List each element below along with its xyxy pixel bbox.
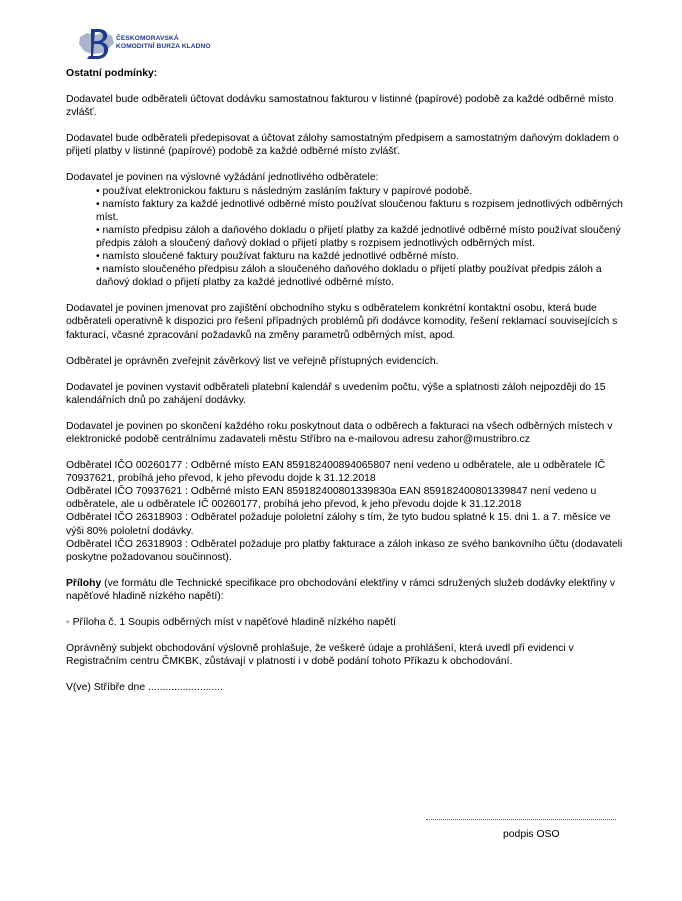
logo-text xyxy=(116,35,211,51)
attachments-label: Přílohy xyxy=(66,577,102,589)
obligations-list xyxy=(66,185,626,290)
paragraph-data-reporting: Dodavatel je povinen po skončení každého roku poskytnout data o odběrech a fakturaci na všech odběrných místech v elektronické podobě centrálnímu zadavateli městu Stříbro na e-mailovou adresu zahor@mustribro.cz xyxy=(66,420,613,445)
signature-label: podpis OSO xyxy=(503,829,560,840)
list-item: • namísto sloučené faktury používat fakturu na každé jednotlivé odběrné místo. xyxy=(96,251,459,263)
section-heading: Ostatní podmínky: xyxy=(66,68,158,79)
logo-line-1: ČESKOMORAVSKÁ xyxy=(116,35,179,42)
document-body xyxy=(66,67,626,694)
paragraph-contact-person: Dodavatel je povinen jmenovat pro zajištění obchodního styku s odběratelem konkrétní kontaktní osobu, která bude odběrateli operativně k dispozici pro řešení případných problémů při dodávce komodity, řešení reklamací souvisejících s fakturací, včasné zpracování požadavků na změny parametrů odběrných míst, apod. xyxy=(66,303,618,341)
note-item: Odběratel IČO 26318903 : Odběratel požaduje pololetní zálohy s tím, že tyto budou splatné k 15. dni 1. a 7. měsíce ve výši 80% pololetní dodávky. xyxy=(66,512,611,537)
paragraph-obligations-intro: Dodavatel je povinen na výslovné vyžádání jednotlivého odběratele: xyxy=(66,172,379,184)
attachments-text: (ve formátu dle Technické specifikace pro obchodování elektřiny v rámci sdružených služeb dodávky elektřiny v napěťové hladině nízkého napětí): xyxy=(66,577,616,602)
paragraph-payment-calendar: Dodavatel je povinen vystavit odběrateli platební kalendář s uvedením počtu, výše a splatnosti záloh nejpozději do 15 kalendářních dnů po zahájení dodávky. xyxy=(66,381,606,406)
header xyxy=(78,27,278,61)
list-item: • používat elektronickou fakturu s následným zasláním faktury v papírové podobě. xyxy=(96,185,473,197)
paragraph-publication: Odběratel je oprávněn zveřejnit závěrkový list ve veřejně přístupných evidencích. xyxy=(66,355,439,367)
note-item: Odběratel IČO 70937621 : Odběrné místo EAN 859182400801339830a EAN 859182400801339847 není vedeno u odběratele, ale u odběratele IČ 00260177, probíhá jeho převod, k jeho převodu dojde k 31.12.2018 xyxy=(66,486,597,511)
list-item: • namísto sloučeného předpisu záloh a sloučeného daňového dokladu o přijetí platby používat předpis záloh a daňový doklad o přijetí platby za každé jednotlivé odběrné místo. xyxy=(96,264,602,289)
note-item: Odběratel IČO 26318903 : Odběratel požaduje pro platby fakturace a záloh inkaso ze svého bankovního účtu (dodavateli poskytne požadovanou součinnost). xyxy=(66,538,623,563)
signature-line xyxy=(426,819,616,820)
list-item: • namísto předpisu záloh a daňového dokladu o přijetí platby za každé jednotlivé odběrné místo používat sloučený předpis záloh a sloučený daňový doklad o přijetí platby s rozpisem jednotlivých odběrných míst. xyxy=(96,224,621,249)
attachment-item: ◦ Příloha č. 1 Soupis odběrných míst v napěťové hladině nízkého napětí xyxy=(66,617,396,628)
note-item: Odběratel IČO 00260177 : Odběrné místo EAN 859182400894065807 není vedeno u odběratele, ale u odběratele IČ 70937621, probíhá jeho převod, k jeho převodu dojde k 31.12.2018 xyxy=(66,460,605,485)
ckbk-logo-icon xyxy=(78,27,116,61)
declaration-paragraph: Oprávněný subjekt obchodování výslovně prohlašuje, že veškeré údaje a prohlášení, která uvedl při evidenci v Registračním centru ČMKBK, zůstávají v platnosti i v době podání tohoto Příkazu k obchodování. xyxy=(66,643,574,668)
logo-line-2: KOMODITNÍ BURZA KLADNO xyxy=(116,43,211,50)
attachments-paragraph xyxy=(66,577,626,603)
place-date-line: V(ve) Stříbře dne .......................... xyxy=(66,682,224,694)
list-item: • namísto faktury za každé jednotlivé odběrné místo používat sloučenou fakturu s rozpisem jednotlivých odběrných míst. xyxy=(96,198,623,223)
paragraph-invoicing: Dodavatel bude odběrateli účtovat dodávku samostatnou fakturou v listinné (papírové) podobě za každé odběrné místo zvlášť. xyxy=(66,94,614,119)
paragraph-advances: Dodavatel bude odběrateli předepisovat a účtovat zálohy samostatným předpisem a samostatným daňovým dokladem o přijetí platby v listinné (papírové) podobě za každé odběrné místo zvlášť. xyxy=(66,133,619,158)
